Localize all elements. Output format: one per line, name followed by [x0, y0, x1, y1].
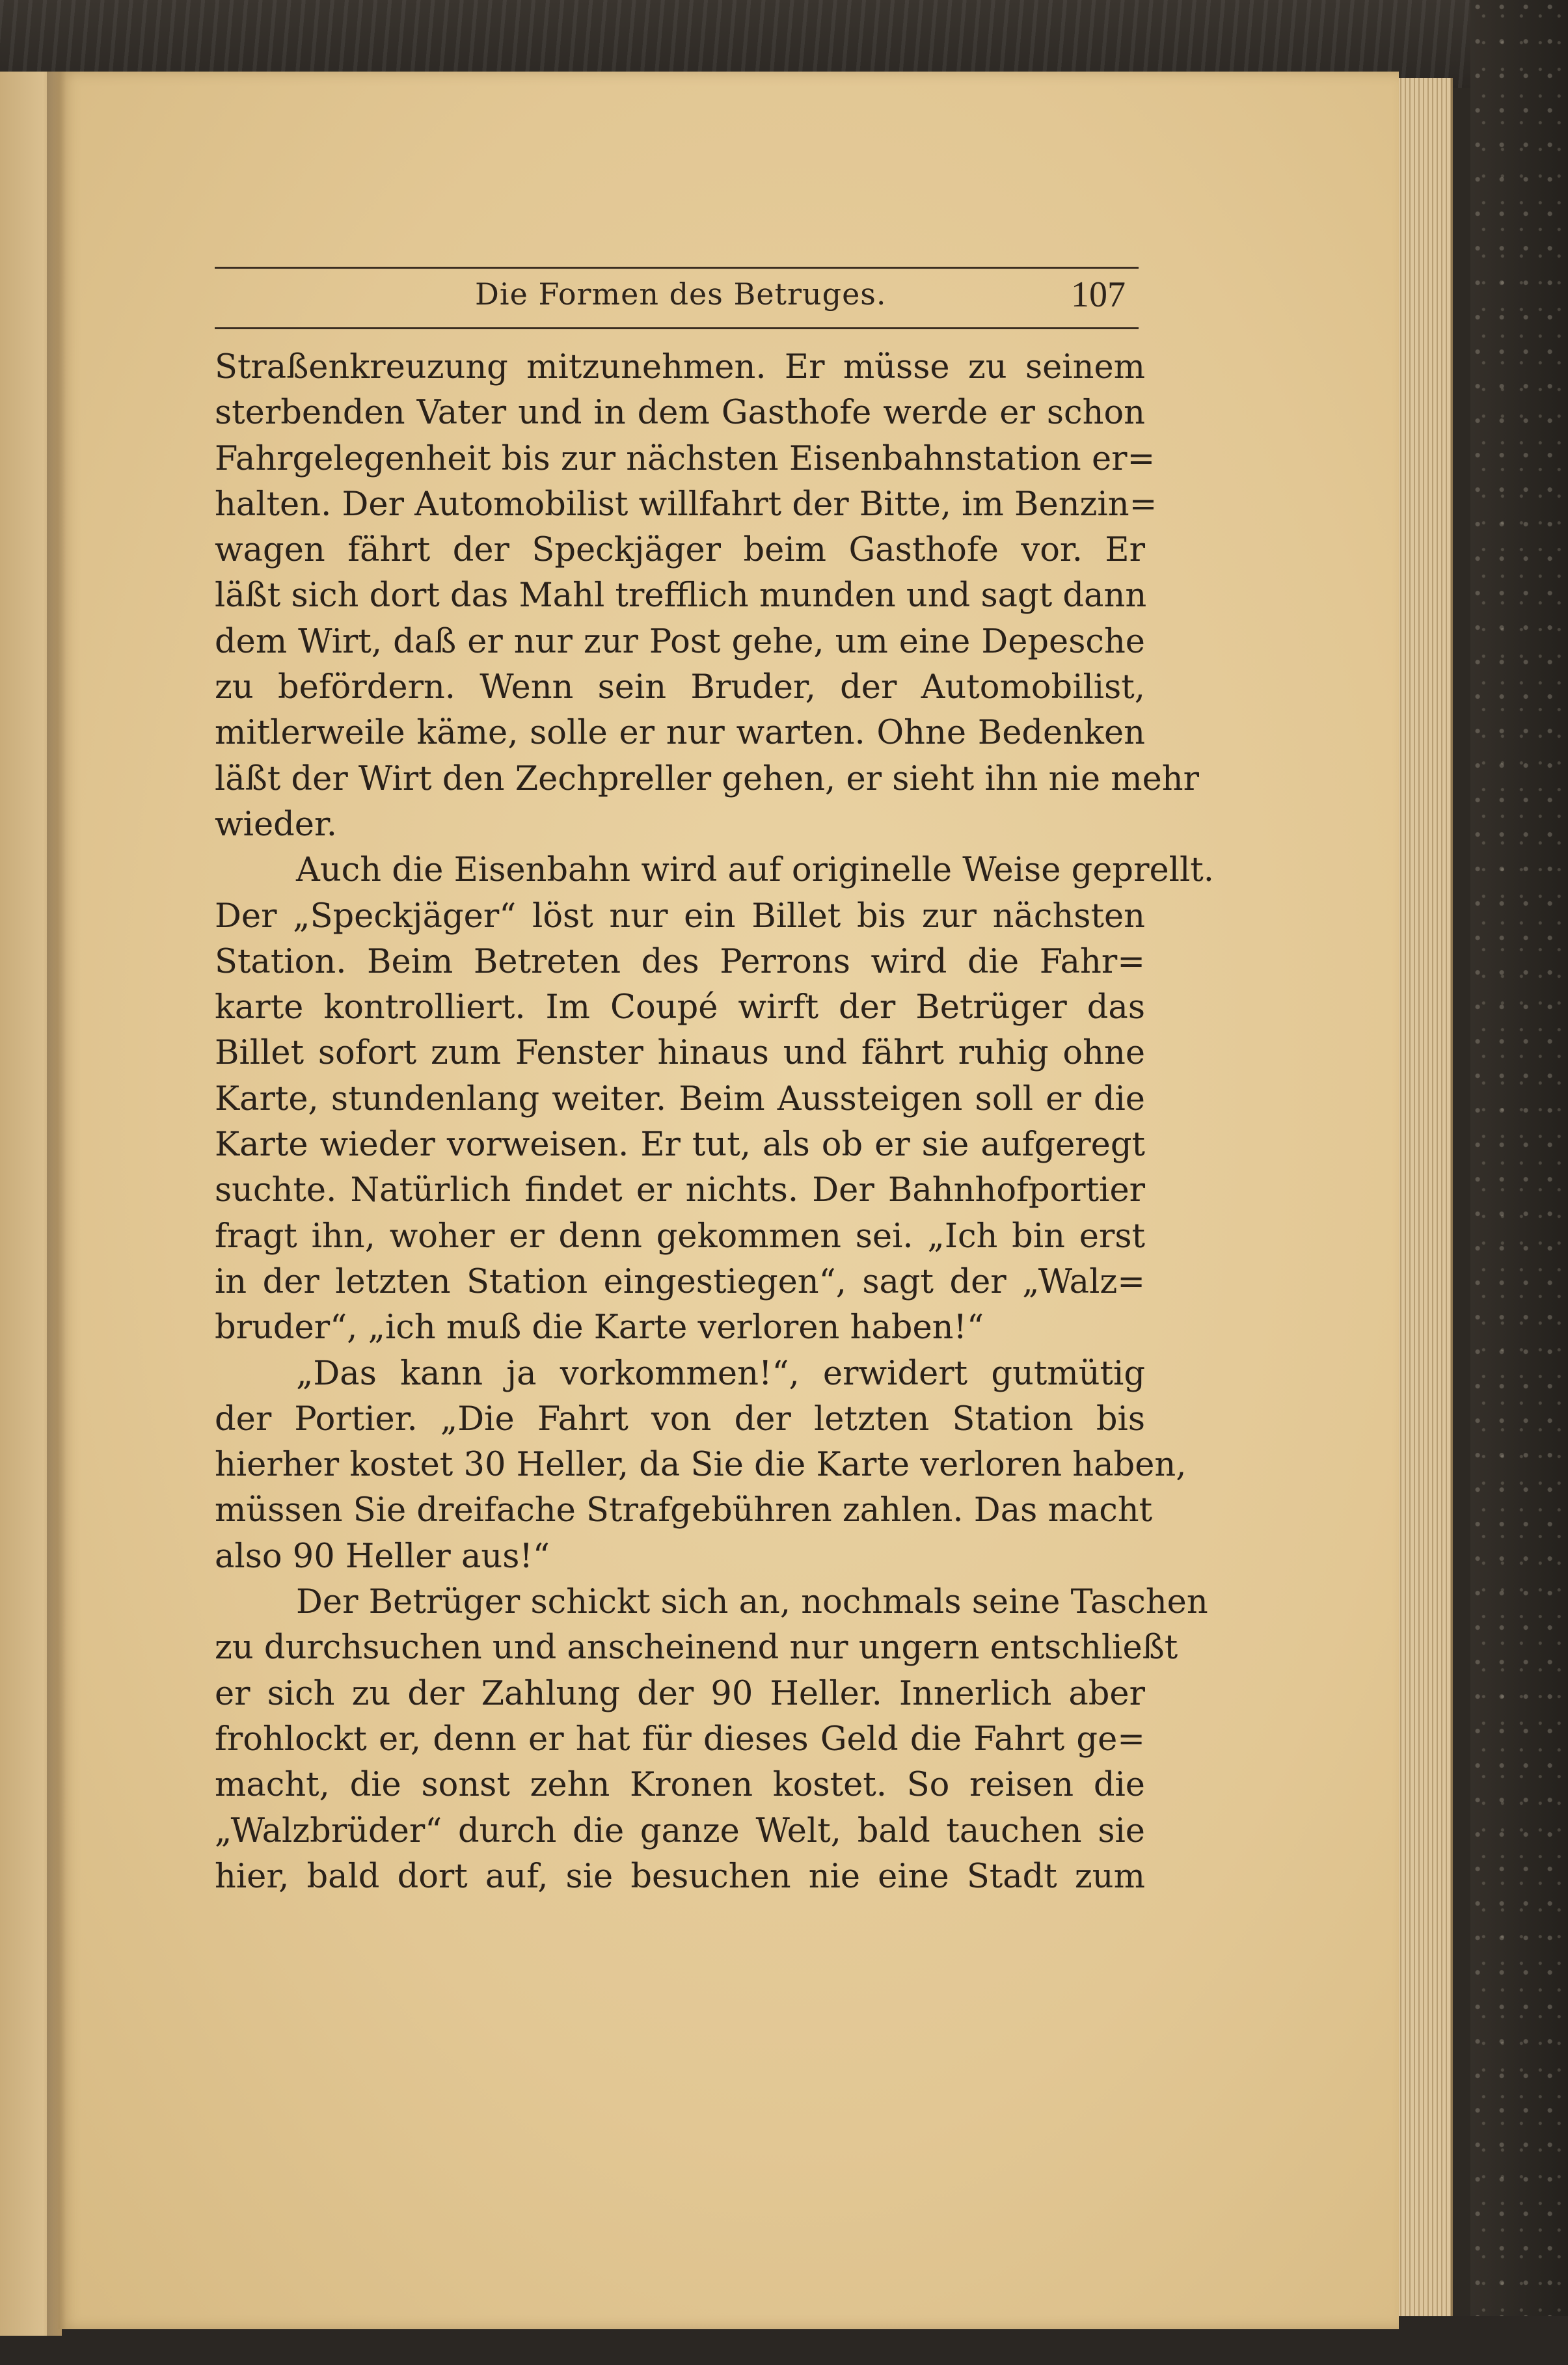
- text-line: „Das kann ja vorkommen!“, erwidert gutmütig: [296, 1354, 1145, 1393]
- running-header: [215, 267, 1139, 329]
- text-line: Billet sofort zum Fenster hinaus und fährt ruhig ohne: [215, 1034, 1145, 1073]
- marbled-cover: [1470, 0, 1568, 2365]
- text-line: läßt sich dort das Mahl trefflich munden und sagt dann: [215, 576, 1147, 615]
- text-line: der Portier. „Die Fahrt von der letzten Station bis: [215, 1399, 1145, 1439]
- text-line: sterbenden Vater und in dem Gasthofe werde er schon: [215, 394, 1145, 433]
- text-line: mitlerweile käme, solle er nur warten. Ohne Bedenken: [215, 714, 1145, 753]
- text-line: läßt der Wirt den Zechpreller gehen, er sieht ihn nie mehr: [215, 759, 1199, 798]
- text-line: suchte. Natürlich findet er nichts. Der Bahnhofportier: [215, 1171, 1145, 1210]
- text-line: Karte wieder vorweisen. Er tut, als ob er sie aufgeregt: [215, 1126, 1145, 1165]
- text-line: macht, die sonst zehn Kronen kostet. So reisen die: [215, 1766, 1145, 1805]
- text-line: wagen fährt der Speckjäger beim Gasthofe vor. Er: [215, 531, 1145, 570]
- text-line: fragt ihn, woher er denn gekommen sei. „Ich bin erst: [215, 1217, 1145, 1256]
- text-line: frohlockt er, denn er hat für dieses Geld die Fahrt ge=: [215, 1720, 1145, 1759]
- text-line: wieder.: [215, 805, 337, 844]
- text-line: er sich zu der Zahlung der 90 Heller. Innerlich aber: [215, 1674, 1145, 1713]
- text-line: also 90 Heller aus!“: [215, 1537, 550, 1576]
- page-edges-stack: [1392, 78, 1453, 2316]
- page-body-text: [215, 345, 1214, 1900]
- text-line: Auch die Eisenbahn wird auf originelle Weise geprellt.: [296, 851, 1214, 890]
- text-line: müssen Sie dreifache Strafgebühren zahlen. Das macht: [215, 1491, 1153, 1530]
- text-line: in der letzten Station eingestiegen“, sagt der „Walz=: [215, 1262, 1145, 1301]
- text-line: bruder“, „ich muß die Karte verloren haben!“: [215, 1308, 984, 1347]
- running-title: Die Formen des Betruges.: [475, 277, 887, 312]
- text-line: zu durchsuchen und anscheinend nur ungern entschließt: [215, 1628, 1178, 1668]
- page-gutter: [47, 72, 66, 2336]
- text-line: Straßenkreuzung mitzunehmen. Er müsse zu seinem: [215, 348, 1145, 386]
- text-line: karte kontrolliert. Im Coupé wirft der Betrüger das: [215, 988, 1145, 1027]
- text-line: Fahrgelegenheit bis zur nächsten Eisenbahnstation er=: [215, 439, 1156, 478]
- text-line: hierher kostet 30 Heller, da Sie die Karte verloren haben,: [215, 1446, 1187, 1485]
- text-line: zu befördern. Wenn sein Bruder, der Automobilist,: [215, 668, 1145, 707]
- text-line: Der „Speckjäger“ löst nur ein Billet bis zur nächsten: [215, 897, 1145, 936]
- text-line: dem Wirt, daß er nur zur Post gehe, um eine Depesche: [215, 622, 1145, 661]
- text-line: Station. Beim Betreten des Perrons wird die Fahr=: [215, 942, 1145, 981]
- text-line: Der Betrüger schickt sich an, nochmals seine Taschen: [296, 1583, 1208, 1622]
- text-line: Karte, stundenlang weiter. Beim Aussteigen soll er die: [215, 1079, 1145, 1118]
- text-line: hier, bald dort auf, sie besuchen nie eine Stadt zum: [215, 1857, 1145, 1896]
- text-line: halten. Der Automobilist willfahrt der Bitte, im Benzin=: [215, 485, 1157, 524]
- page-number: 107: [1071, 275, 1126, 315]
- text-line: „Walzbrüder“ durch die ganze Welt, bald tauchen sie: [215, 1811, 1145, 1850]
